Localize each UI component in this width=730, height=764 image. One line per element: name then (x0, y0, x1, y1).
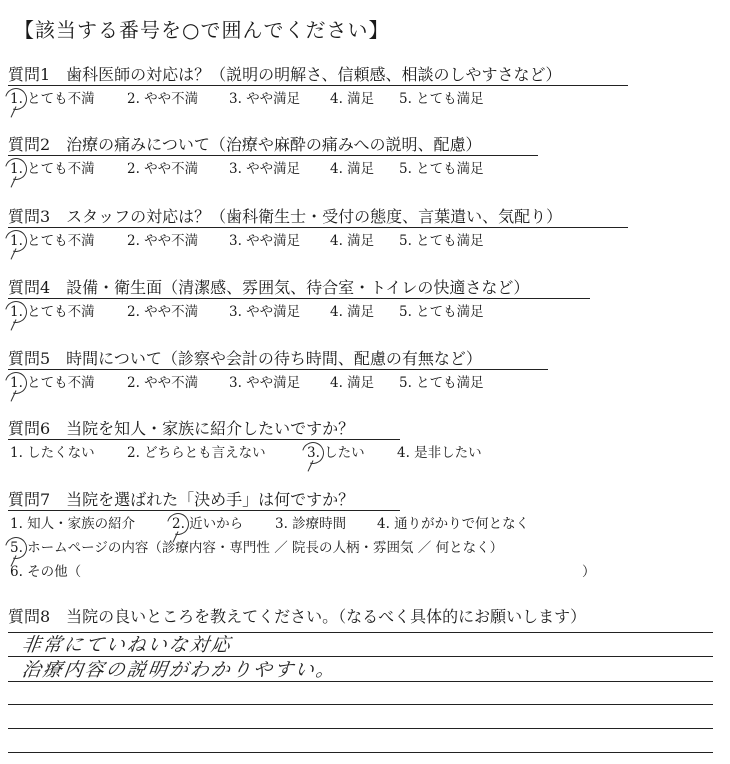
option-label: 5. とても満足 (399, 304, 484, 320)
question-7-title: 質問7 当院を選ばれた「決め手」は何ですか？ (8, 490, 355, 509)
option-2[interactable] (127, 232, 229, 250)
question-2-options (10, 160, 484, 178)
hand-circle-mark (1, 368, 31, 398)
option-label: 2. やや不満 (127, 161, 199, 177)
answer-line-5 (8, 728, 713, 729)
hand-circle-mark (1, 84, 31, 114)
option-3[interactable] (229, 303, 330, 321)
option-label: 5. とても満足 (399, 161, 484, 177)
option-label: 4. 満足 (330, 304, 375, 320)
question-1-underline (8, 85, 628, 86)
option-label: 3. やや満足 (229, 233, 301, 249)
option-label: 4. 是非したい (397, 445, 482, 461)
question-5-options (10, 374, 484, 392)
option-5[interactable] (399, 374, 484, 392)
option-4[interactable] (397, 444, 482, 462)
question-6-options (10, 444, 482, 462)
option-label: 3. やや満足 (229, 91, 301, 107)
option-5[interactable] (399, 160, 484, 178)
hand-circle-mark (1, 226, 31, 256)
option-label: 4. 満足 (330, 375, 375, 391)
option-2-selected[interactable] (172, 515, 275, 533)
option-1-selected[interactable] (10, 90, 127, 108)
option-6-close-paren: ） (582, 564, 596, 580)
option-3[interactable] (229, 232, 330, 250)
question-5-title: 質問5 時間について（診察や会計の待ち時間、配慮の有無など） (8, 349, 482, 368)
option-label: 1. とても不満 (10, 91, 95, 107)
question-2-underline (8, 155, 538, 156)
question-7-options-line-3 (10, 563, 596, 581)
answer-line-6 (8, 752, 713, 753)
option-label: 4. 満足 (330, 233, 375, 249)
option-5-selected[interactable] (10, 539, 503, 557)
option-label: 1. したくない (10, 445, 95, 461)
question-7-underline (8, 510, 400, 511)
option-3[interactable] (229, 160, 330, 178)
instruction-heading: 【該当する番号を○で囲んでください】 (14, 18, 390, 42)
option-4[interactable] (330, 374, 399, 392)
option-2[interactable] (127, 160, 229, 178)
option-label: 5. とても満足 (399, 91, 484, 107)
option-1[interactable] (10, 515, 172, 533)
option-label: 1. 知人・家族の紹介 (10, 516, 136, 532)
option-1-selected[interactable] (10, 232, 127, 250)
question-4-underline (8, 298, 590, 299)
option-label: 2. どちらとも言えない (127, 445, 266, 461)
question-3-title: 質問3 スタッフの対応は？（歯科衛生士・受付の態度、言葉遣い、気配り） (8, 207, 563, 226)
option-2[interactable] (127, 90, 229, 108)
option-3-selected[interactable] (307, 444, 397, 462)
option-2[interactable] (127, 303, 229, 321)
question-6-underline (8, 439, 400, 440)
option-4[interactable] (330, 303, 399, 321)
option-label: 4. 通りがかりで何となく (377, 516, 530, 532)
question-6-title: 質問6 当院を知人・家族に紹介したいですか？ (8, 419, 355, 438)
option-label: 2. やや不満 (127, 233, 199, 249)
option-1[interactable] (10, 444, 127, 462)
handwritten-answer-2: 治療内容の説明がわかりやすい。 (20, 659, 339, 681)
question-7-options-line-2 (10, 539, 503, 557)
option-label: 4. 満足 (330, 91, 375, 107)
question-4-title: 質問4 設備・衛生面（清潔感、雰囲気、待合室・トイレの快適さなど） (8, 278, 530, 297)
hand-circle-mark (1, 297, 31, 327)
option-label: 2. やや不満 (127, 375, 199, 391)
question-7-options-line-1 (10, 515, 529, 533)
option-6-label: 6. その他（ (10, 564, 82, 580)
option-label: 3. したい (307, 445, 365, 461)
question-1-options (10, 90, 484, 108)
option-label: 1. とても不満 (10, 375, 95, 391)
option-1-selected[interactable] (10, 374, 127, 392)
option-label: 5. ホームページの内容（診療内容・専門性 ／ 院長の人柄・雰囲気 ／ 何となく） (10, 540, 504, 556)
option-3[interactable] (275, 515, 377, 533)
option-5[interactable] (399, 232, 484, 250)
hand-circle-mark (163, 509, 193, 539)
option-label: 1. とても不満 (10, 233, 95, 249)
option-label: 1. とても不満 (10, 161, 95, 177)
option-3[interactable] (229, 90, 330, 108)
hand-circle-mark (298, 438, 328, 468)
option-label: 3. やや満足 (229, 375, 301, 391)
option-label: 3. やや満足 (229, 304, 301, 320)
option-4[interactable] (330, 232, 399, 250)
hand-circle-mark (1, 154, 31, 184)
option-4[interactable] (377, 515, 529, 533)
answer-line-4 (8, 704, 713, 705)
option-2[interactable] (127, 374, 229, 392)
option-label: 2. やや不満 (127, 304, 199, 320)
question-1-title: 質問1 歯科医師の対応は？（説明の明解さ、信頼感、相談のしやすさなど） (8, 65, 562, 84)
question-3-options (10, 232, 484, 250)
question-8-title: 質問8 当院の良いところを教えてください。（なるべく具体的にお願いします） (8, 607, 587, 626)
hand-circle-mark (1, 533, 31, 563)
option-label: 2. 近いから (172, 516, 244, 532)
option-label: 3. 診療時間 (275, 516, 347, 532)
option-4[interactable] (330, 90, 399, 108)
question-4-options (10, 303, 484, 321)
option-2[interactable] (127, 444, 307, 462)
option-1-selected[interactable] (10, 160, 127, 178)
option-5[interactable] (399, 303, 484, 321)
question-2-title: 質問2 治療の痛みについて（治療や麻酔の痛みへの説明、配慮） (8, 135, 482, 154)
question-3-underline (8, 227, 628, 228)
question-5-underline (8, 369, 548, 370)
option-1-selected[interactable] (10, 303, 127, 321)
option-5[interactable] (399, 90, 484, 108)
option-label: 5. とても満足 (399, 233, 484, 249)
option-label: 3. やや満足 (229, 161, 301, 177)
option-label: 4. 満足 (330, 161, 375, 177)
option-3[interactable] (229, 374, 330, 392)
option-label: 2. やや不満 (127, 91, 199, 107)
handwritten-answer-1: 非常にていねいな対応 (20, 634, 234, 656)
option-label: 1. とても不満 (10, 304, 95, 320)
option-4[interactable] (330, 160, 399, 178)
option-label: 5. とても満足 (399, 375, 484, 391)
